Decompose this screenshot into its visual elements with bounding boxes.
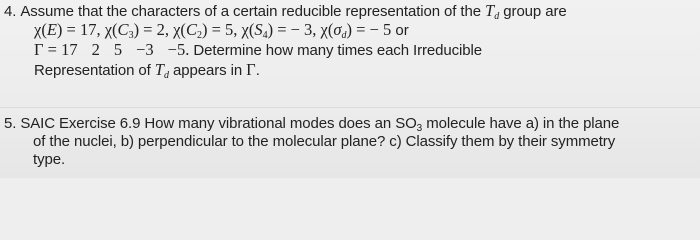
- group-subscript: d: [494, 11, 500, 22]
- so3-subscript: 3: [416, 123, 423, 134]
- gamma-value: Γ = 17: [34, 40, 78, 59]
- problem-4-line-4: Representation of $T_d$ appears in Γ.: [34, 60, 260, 81]
- problem-4-text-b: group are: [499, 3, 567, 20]
- problem-5-number: 5.: [4, 115, 17, 132]
- problem-5-line-1: 5. SAIC Exercise 6.9 How many vibrational modes does an $SO_3$ molecule have a) in the plane: [4, 115, 620, 134]
- problem-4-number: 4.: [4, 3, 17, 20]
- gamma-line: Γ = 17 2 5 −3 −5. Determine how many times each Irreducible: [34, 40, 482, 59]
- section-divider: [0, 107, 700, 108]
- problem-5-line-3: type.: [33, 151, 66, 168]
- character-values-line: χ(E) = 17, $\chi(C_3) = 2$, $\chi(C_2) = 5$, $\chi(S_4)$ = − 3, $\chi(\sigma_d)$ = − 5 or: [34, 20, 409, 41]
- problem-5-line-2: of the nuclei, b) perpendicular to the molecular plane? c) Classify them by their symmetry: [33, 133, 616, 150]
- problem-4-text-a: Assume that the characters of a certain reducible representation of the: [20, 3, 486, 20]
- group-symbol: T: [485, 1, 495, 20]
